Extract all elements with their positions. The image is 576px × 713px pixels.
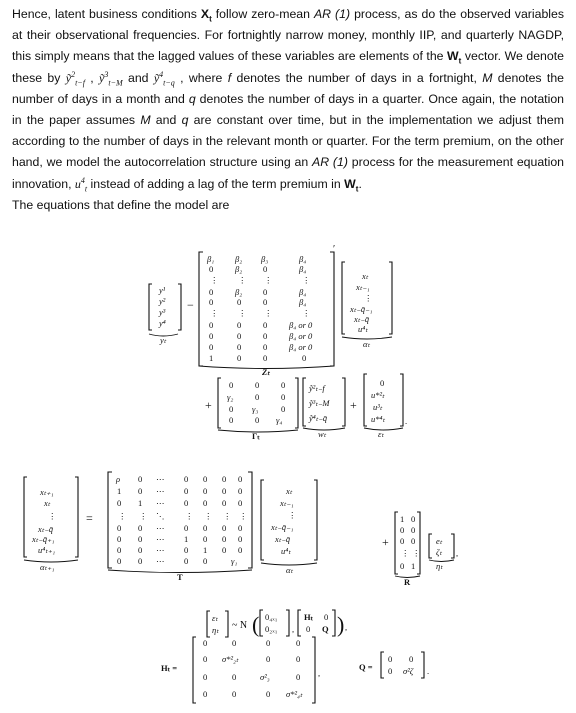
plus-sign-2: + [350, 398, 357, 412]
svg-text:αₜ₊₁: αₜ₊₁ [40, 562, 55, 572]
svg-text:εₜ: εₜ [212, 613, 218, 623]
svg-text:γ₁: γ₁ [231, 556, 238, 566]
svg-text:ηₜ: ηₜ [436, 561, 443, 571]
svg-text:0: 0 [117, 523, 122, 533]
svg-text:0: 0 [263, 320, 268, 330]
svg-text:u³ₜ: u³ₜ [373, 402, 383, 412]
svg-text:0₄ₓ₁: 0₄ₓ₁ [265, 612, 278, 622]
svg-text:Γₜ: Γₜ [252, 431, 260, 441]
svg-text:eₜ: eₜ [436, 536, 443, 546]
svg-text:0: 0 [237, 353, 242, 363]
Z-matrix [199, 244, 335, 377]
svg-text:1: 1 [400, 514, 405, 524]
svg-text:0: 0 [411, 525, 416, 535]
svg-text:⋯: ⋯ [156, 474, 165, 484]
svg-text:0: 0 [238, 498, 243, 508]
paragraph-equations-intro: The equations that define the model are [12, 197, 230, 212]
svg-text:1: 1 [138, 498, 143, 508]
svg-text:Hₜ =: Hₜ = [161, 663, 178, 673]
svg-text:0₂ₓ₁: 0₂ₓ₁ [265, 624, 278, 634]
svg-text:⋮: ⋮ [264, 275, 273, 285]
svg-text:wₜ: wₜ [318, 429, 327, 439]
Q-matrix [381, 652, 424, 678]
svg-text:⋮: ⋮ [238, 275, 247, 285]
svg-text:ζₜ: ζₜ [436, 547, 442, 557]
svg-text:u⁴ₜ: u⁴ₜ [358, 324, 368, 334]
svg-text:0: 0 [411, 514, 416, 524]
svg-text:⋯: ⋯ [156, 556, 165, 566]
svg-text:⋮: ⋮ [412, 548, 421, 558]
svg-text:0: 0 [255, 415, 260, 425]
svg-text:1: 1 [117, 486, 122, 496]
svg-text:β₄ or 0: β₄ or 0 [289, 342, 313, 352]
svg-text:⋮: ⋮ [401, 548, 410, 558]
svg-text:1: 1 [209, 353, 214, 363]
equation-2-transition [24, 472, 458, 587]
svg-text:0: 0 [222, 534, 227, 544]
svg-text:0: 0 [138, 534, 143, 544]
svg-text:0: 0 [229, 404, 234, 414]
svg-text:0: 0 [237, 331, 242, 341]
equation-3-distribution [207, 610, 347, 637]
svg-text:αₜ: αₜ [363, 339, 370, 349]
svg-text:⋱: ⋱ [156, 511, 165, 521]
svg-text:⋯: ⋯ [156, 486, 165, 496]
svg-text:u*²ₜ: u*²ₜ [371, 390, 385, 400]
svg-text:xₜ₋q̄₊₁: xₜ₋q̄₊₁ [32, 534, 55, 544]
alpha-vector [342, 262, 392, 349]
svg-text:0: 0 [238, 474, 243, 484]
svg-text:⋮: ⋮ [204, 511, 213, 521]
svg-text:xₜ₋q̄: xₜ₋q̄ [275, 534, 291, 544]
svg-text:0: 0 [117, 545, 122, 555]
svg-text:0: 0 [209, 264, 214, 274]
svg-text:0: 0 [263, 342, 268, 352]
plus-sign-3: + [382, 535, 389, 549]
svg-text:β₄ or 0: β₄ or 0 [289, 320, 313, 330]
svg-text:0: 0 [400, 525, 405, 535]
svg-text:β₂: β₂ [235, 254, 243, 264]
T-matrix [108, 472, 252, 582]
svg-text:0: 0 [237, 297, 242, 307]
svg-text:0: 0 [209, 342, 214, 352]
svg-text:0: 0 [411, 536, 416, 546]
svg-text:y⁴: y⁴ [159, 318, 166, 328]
svg-text:αₜ: αₜ [286, 565, 293, 575]
svg-text:0: 0 [138, 556, 143, 566]
svg-text:0: 0 [266, 638, 271, 648]
eps-vector [364, 374, 407, 439]
svg-text:0: 0 [400, 561, 405, 571]
svg-text:0: 0 [255, 380, 260, 390]
svg-text:⋯: ⋯ [156, 498, 165, 508]
svg-text:0: 0 [209, 331, 214, 341]
H-matrix [193, 637, 315, 703]
minus-sign: − [187, 298, 194, 312]
svg-text:0: 0 [222, 498, 227, 508]
svg-text:⋯: ⋯ [156, 534, 165, 544]
svg-text:⋮: ⋮ [118, 511, 127, 521]
svg-text:γ₃: γ₃ [252, 404, 259, 414]
svg-text:⋯: ⋯ [156, 523, 165, 533]
svg-text:0: 0 [117, 498, 122, 508]
svg-text:0: 0 [266, 689, 271, 699]
svg-text:,: , [318, 668, 321, 678]
svg-text:0: 0 [184, 556, 189, 566]
symbol-Wt-2: $W_t$ [344, 176, 359, 194]
svg-text:ρ: ρ [116, 474, 121, 484]
svg-text:β₂: β₂ [235, 264, 243, 274]
svg-text:Hₜ: Hₜ [304, 612, 314, 622]
svg-text:0: 0 [232, 638, 237, 648]
svg-text:0: 0 [380, 378, 385, 388]
svg-text:σ²₃: σ²₃ [260, 672, 270, 682]
svg-text:0: 0 [238, 486, 243, 496]
svg-text:0: 0 [263, 287, 268, 297]
svg-text:ỹ⁴ₜ₋q̄: ỹ⁴ₜ₋q̄ [309, 413, 327, 423]
svg-text:Q: Q [322, 624, 329, 634]
svg-text:y²: y² [159, 296, 166, 306]
svg-text:⋮: ⋮ [210, 275, 219, 285]
svg-text:0: 0 [388, 654, 393, 664]
svg-text:0: 0 [232, 672, 237, 682]
svg-text:⋮: ⋮ [48, 511, 57, 521]
svg-text:yₜ: yₜ [160, 335, 167, 345]
svg-text:0: 0 [203, 638, 208, 648]
svg-text:β₁: β₁ [207, 254, 215, 264]
svg-text:y³: y³ [159, 307, 166, 317]
svg-text:β₃: β₃ [261, 254, 269, 264]
svg-text:.: . [405, 416, 408, 426]
svg-text:γ₄: γ₄ [276, 415, 283, 425]
svg-text:xₜ: xₜ [362, 271, 369, 281]
svg-text:0: 0 [138, 523, 143, 533]
svg-text:0: 0 [203, 556, 208, 566]
svg-text:T: T [177, 572, 183, 582]
svg-text:0: 0 [409, 654, 414, 664]
svg-text:y¹: y¹ [159, 285, 166, 295]
svg-text:εₜ: εₜ [378, 429, 384, 439]
svg-text:xₜ₋q̄₋₁: xₜ₋q̄₋₁ [350, 304, 373, 314]
svg-text:0: 0 [209, 320, 214, 330]
svg-text:0: 0 [184, 486, 189, 496]
svg-text:1: 1 [411, 561, 416, 571]
svg-text:xₜ₊₁: xₜ₊₁ [40, 487, 54, 497]
svg-text:0: 0 [184, 545, 189, 555]
svg-text:0: 0 [203, 523, 208, 533]
svg-text:,: , [292, 624, 295, 634]
svg-text:σ*²₄ₜ: σ*²₄ₜ [286, 689, 303, 699]
svg-text:0: 0 [324, 612, 329, 622]
open-paren: ( [252, 612, 260, 637]
svg-text:β₄ or 0: β₄ or 0 [289, 331, 313, 341]
svg-text:0: 0 [203, 689, 208, 699]
Gamma-matrix [218, 378, 298, 441]
close-paren: ) [337, 612, 345, 637]
svg-text:0: 0 [203, 534, 208, 544]
svg-text:u⁴ₜ₊₁: u⁴ₜ₊₁ [38, 545, 56, 555]
y-vector [149, 284, 181, 345]
svg-text:0: 0 [263, 331, 268, 341]
svg-text:0: 0 [388, 666, 393, 676]
svg-text:0: 0 [203, 486, 208, 496]
svg-text:β₄: β₄ [299, 287, 307, 297]
svg-text:⋯: ⋯ [156, 545, 165, 555]
svg-text:.: . [427, 666, 430, 676]
symbol-y2-lag: ỹ$^2_{t-f}$ [65, 69, 85, 87]
svg-text:xₜ: xₜ [44, 498, 51, 508]
svg-text:xₜ₋q̄₋₁: xₜ₋q̄₋₁ [271, 522, 294, 532]
svg-text:⋮: ⋮ [264, 308, 273, 318]
equals-sign: = [86, 511, 93, 525]
svg-text:⋮: ⋮ [302, 275, 311, 285]
svg-text:1: 1 [184, 534, 189, 544]
svg-text:0: 0 [138, 474, 143, 484]
paragraph-model-description: Hence, latent business conditions $X_t$ follow zero-mean AR (1) process, as do the observed variables at their observational frequencies. For fortnightly narrow money, monthly IIP, and quarterly NAGDP, this simply means that the lagged values of these variables are elements of the $W_t$ vector. We denote these by ỹ$^2_{t-f}$ , ỹ$^3_{t-M}$ and ỹ$^4_{t-q}$ , where f denotes the number of days in a fortnight, M denotes the number of days in a month and q denotes the number of days in a quarter. Once again, the notation in the paper assumes M and q are constant over time, but in the implementation we adjust them according to the number of days in the relevant month or quarter. For the term premium, on the other hand, we model the autocorrelation structure using an AR (1) process for the measurement equation innovation, $u^4_t$ instead of adding a lag of the term premium in $W_t$. [12, 7, 565, 194]
svg-text:0: 0 [400, 536, 405, 546]
svg-text:⋮: ⋮ [223, 511, 232, 521]
svg-text:⋮: ⋮ [210, 308, 219, 318]
svg-text:⋮: ⋮ [185, 511, 194, 521]
svg-text:0: 0 [237, 342, 242, 352]
plus-sign-1: + [205, 398, 212, 412]
svg-text:⋮: ⋮ [139, 511, 148, 521]
svg-text:⋮: ⋮ [238, 308, 247, 318]
eta-vector [429, 534, 458, 571]
svg-text:0: 0 [238, 523, 243, 533]
svg-text:R: R [404, 577, 411, 587]
svg-text:σ²ζ: σ²ζ [403, 666, 414, 676]
svg-text:0: 0 [203, 654, 208, 664]
svg-text:0: 0 [209, 297, 214, 307]
svg-text:0: 0 [237, 320, 242, 330]
svg-text:0: 0 [232, 689, 237, 699]
svg-text:0: 0 [296, 638, 301, 648]
svg-text:,: , [345, 622, 348, 632]
alpha-next-vector [24, 477, 78, 572]
svg-text:0: 0 [222, 486, 227, 496]
svg-text:xₜ₋q̄: xₜ₋q̄ [354, 314, 370, 324]
svg-text:0: 0 [238, 545, 243, 555]
svg-text:0: 0 [184, 523, 189, 533]
w-vector [303, 378, 345, 439]
svg-text:1: 1 [203, 545, 208, 555]
equation-1-measurement [149, 244, 407, 441]
svg-text:0: 0 [281, 380, 286, 390]
svg-text:xₜ: xₜ [286, 486, 293, 496]
svg-text:0: 0 [263, 297, 268, 307]
symbol-y4-lag: ỹ$^4_{t-q}$ [153, 69, 175, 87]
svg-text:0: 0 [184, 474, 189, 484]
svg-text:ỹ²ₜ₋f: ỹ²ₜ₋f [309, 383, 325, 393]
svg-text:0: 0 [255, 392, 260, 402]
svg-text:0: 0 [222, 545, 227, 555]
svg-text:β₄: β₄ [299, 264, 307, 274]
svg-text:Q =: Q = [359, 662, 373, 672]
svg-text:0: 0 [263, 264, 268, 274]
R-matrix [395, 512, 421, 587]
svg-text:0: 0 [117, 534, 122, 544]
svg-text:xₜ₋q̄: xₜ₋q̄ [38, 524, 54, 534]
svg-text:0: 0 [263, 353, 268, 363]
symbol-u4t: $u^4_t$ [74, 175, 88, 194]
svg-text:0: 0 [306, 624, 311, 634]
svg-text:0: 0 [296, 672, 301, 682]
svg-text:0: 0 [209, 287, 214, 297]
svg-text:0: 0 [266, 654, 271, 664]
svg-text:~ N: ~ N [232, 620, 248, 631]
svg-text:β₄: β₄ [299, 254, 307, 264]
svg-text:γ₂: γ₂ [227, 392, 234, 402]
transpose-mark: ′ [333, 244, 336, 255]
svg-text:β₄: β₄ [299, 297, 307, 307]
svg-text:⋮: ⋮ [239, 511, 248, 521]
svg-text:β₂: β₂ [235, 287, 243, 297]
svg-text:xₜ₋₁: xₜ₋₁ [356, 282, 370, 292]
svg-text:u*⁴ₜ: u*⁴ₜ [371, 414, 385, 424]
svg-text:0: 0 [281, 404, 286, 414]
equation-4-H-and-Q [161, 637, 429, 703]
svg-text:,: , [456, 548, 459, 558]
svg-text:0: 0 [203, 498, 208, 508]
svg-text:⋮: ⋮ [364, 293, 373, 303]
svg-text:⋮: ⋮ [288, 510, 297, 520]
svg-text:Zₜ: Zₜ [262, 367, 270, 377]
svg-text:0: 0 [281, 392, 286, 402]
svg-text:0: 0 [222, 523, 227, 533]
svg-text:0: 0 [229, 415, 234, 425]
svg-text:0: 0 [229, 380, 234, 390]
svg-text:0: 0 [203, 474, 208, 484]
svg-text:σ*²₂ₜ: σ*²₂ₜ [222, 654, 239, 664]
symbol-Wt: $W_t$ [447, 49, 462, 66]
svg-text:0: 0 [138, 545, 143, 555]
svg-text:ηₜ: ηₜ [212, 625, 219, 635]
svg-text:0: 0 [222, 474, 227, 484]
svg-text:0: 0 [138, 486, 143, 496]
svg-text:ỹ³ₜ₋M: ỹ³ₜ₋M [309, 398, 330, 408]
svg-text:u⁴ₜ: u⁴ₜ [281, 546, 291, 556]
alpha-t-vector [261, 480, 317, 575]
symbol-y3-lag: ỹ$^3_{t-M}$ [99, 69, 123, 87]
svg-text:0: 0 [238, 534, 243, 544]
svg-text:xₜ₋₁: xₜ₋₁ [280, 498, 294, 508]
svg-text:0: 0 [296, 654, 301, 664]
svg-text:0: 0 [203, 672, 208, 682]
symbol-Xt: $X_t$ [200, 7, 212, 24]
svg-text:0: 0 [302, 353, 307, 363]
svg-text:0: 0 [184, 498, 189, 508]
svg-text:0: 0 [117, 556, 122, 566]
svg-text:⋮: ⋮ [302, 308, 311, 318]
